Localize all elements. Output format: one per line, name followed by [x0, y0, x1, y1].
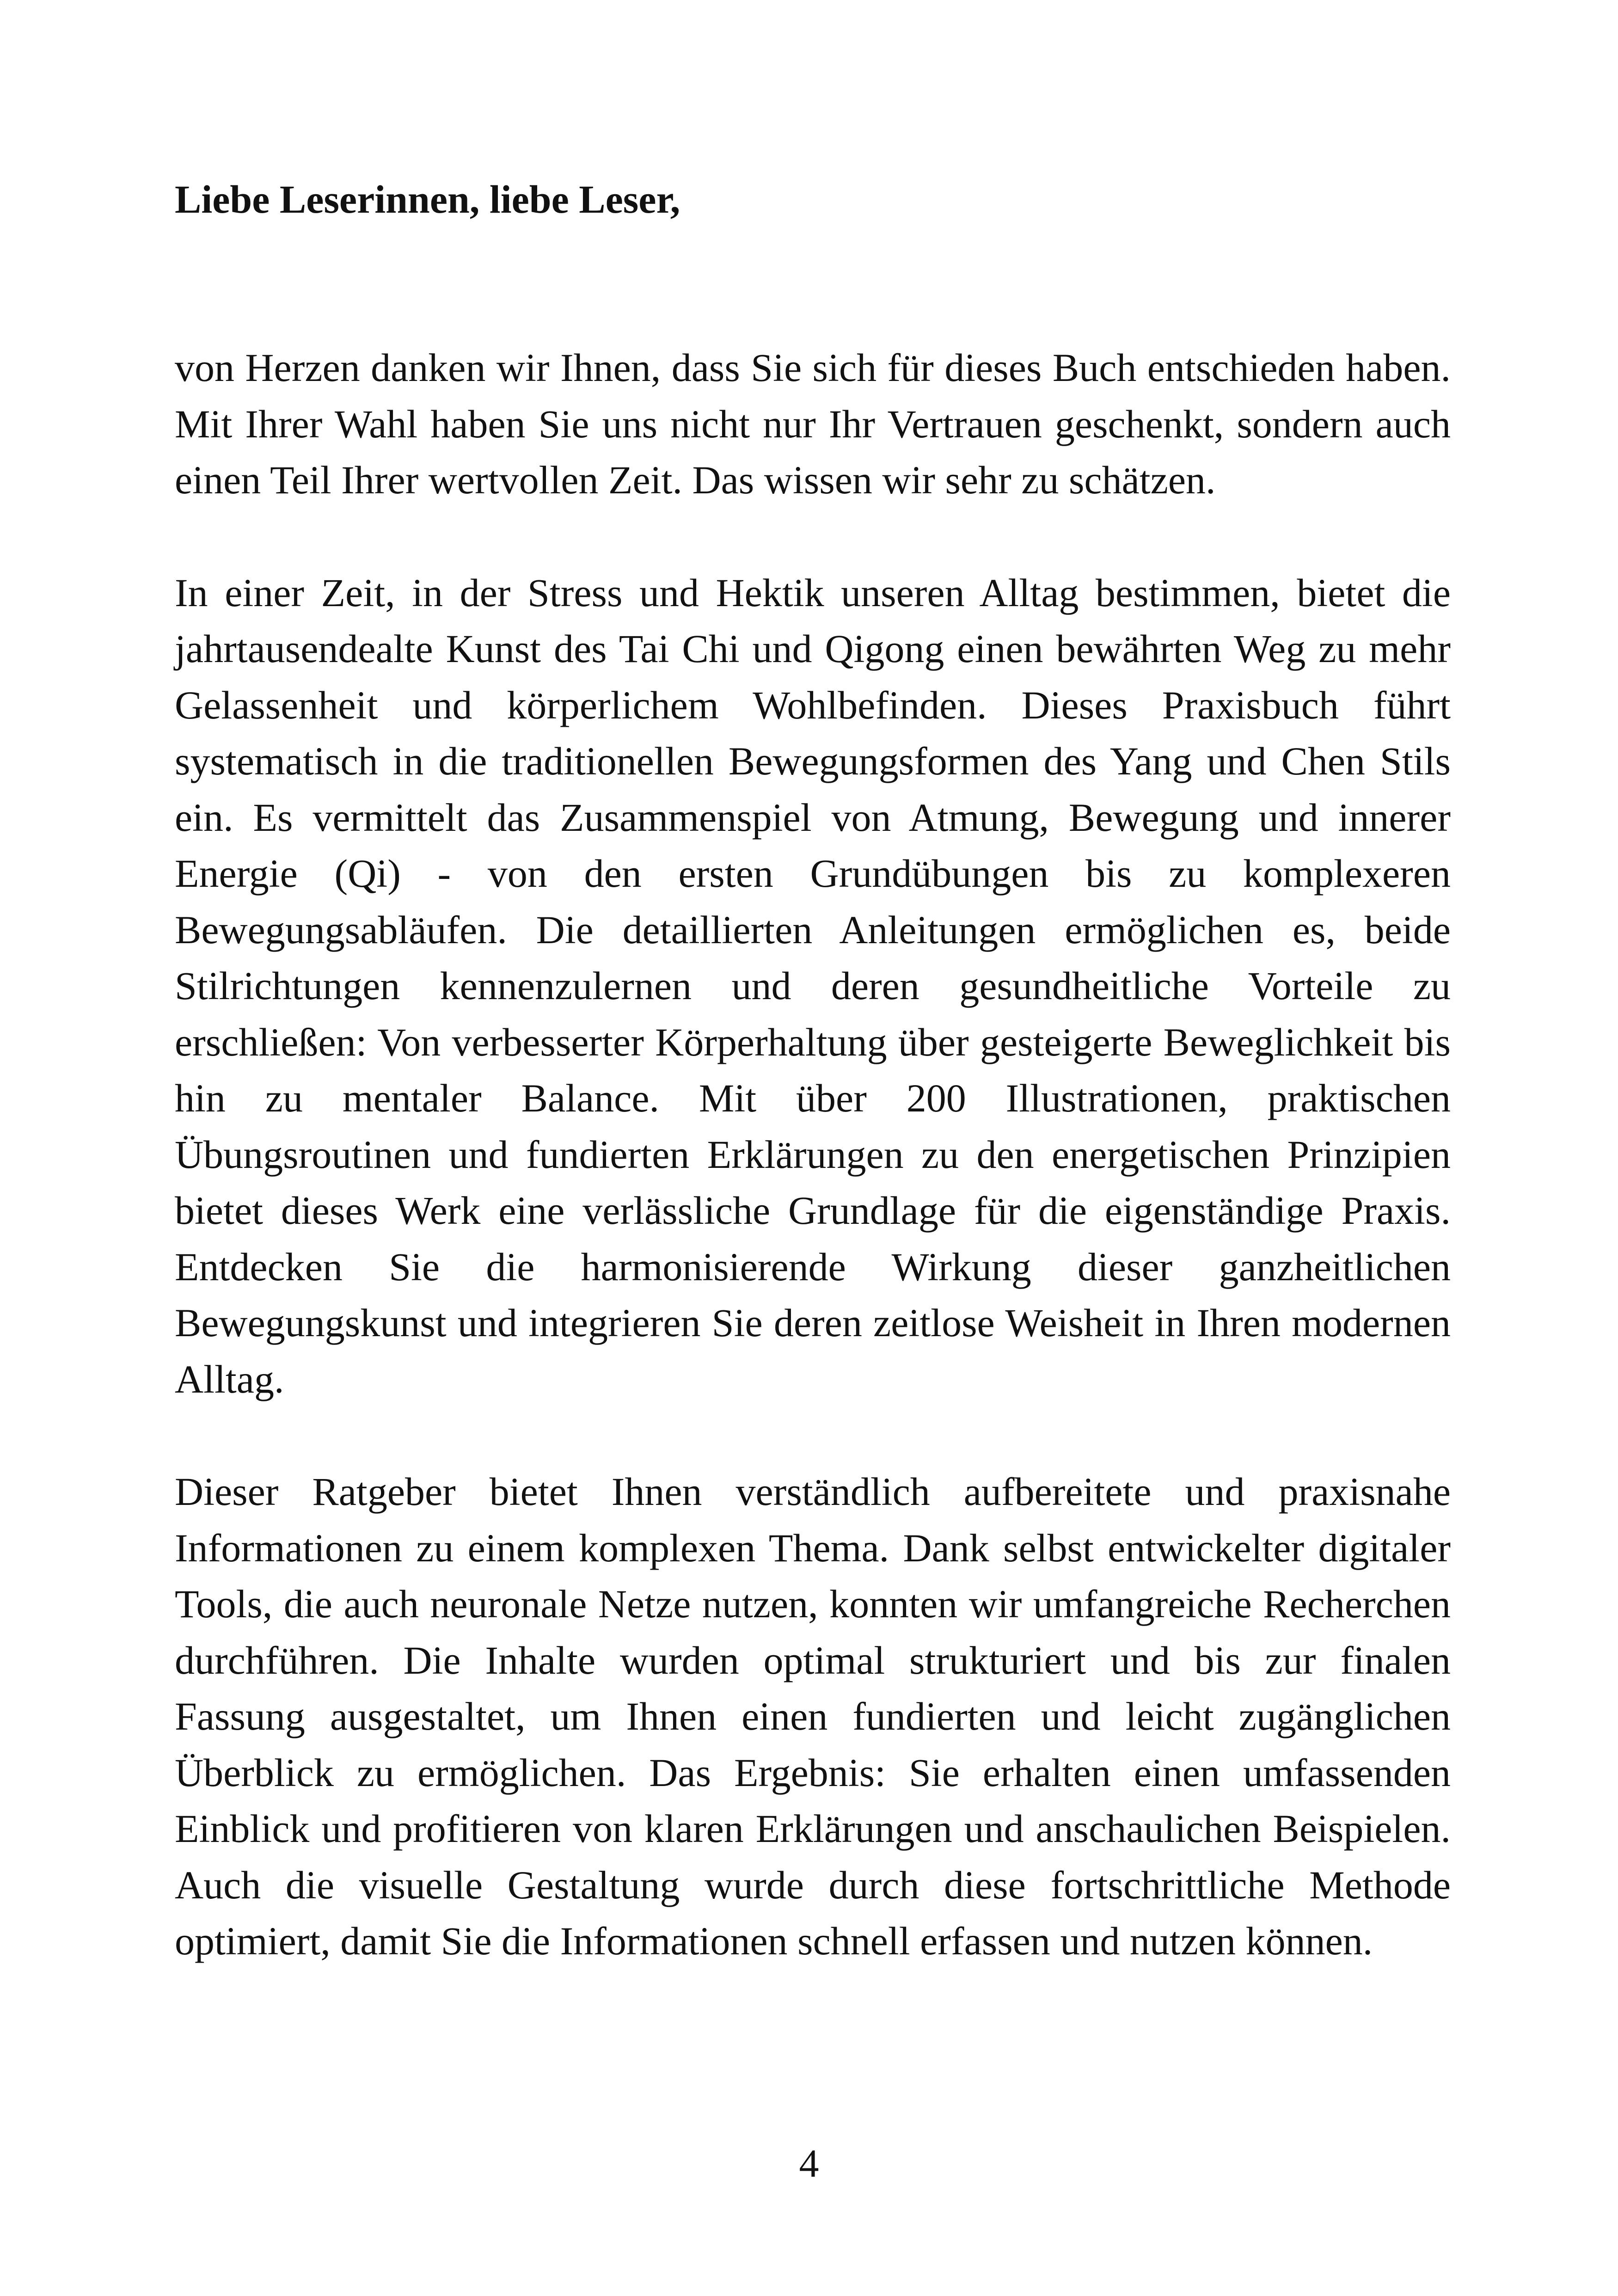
paragraph-book-description: In einer Zeit, in der Stress und Hektik unseren Alltag bestimmen, bietet die jahrtausendealte Kunst des Tai Chi und Qigong einen bewährten Weg zu mehr Gelassenheit und körperlichem Wohlbefinden. Dieses Praxisbuch führt systematisch in die traditionellen Bewegungsformen des Yang und Chen Stils ein. Es vermittelt das Zusammenspiel von Atmung, Bewegung und innerer Energie (Qi) - von den ersten Grundübungen bis zu komplexeren Bewegungsabläufen. Die detaillierten Anleitungen ermöglichen es, beide Stilrichtungen kennenzulernen und deren gesundheitliche Vorteile zu erschließen: Von verbesserter Körperhaltung über gesteigerte Beweglichkeit bis hin zu mentaler Balance. Mit über 200 Illustrationen, praktischen Übungsroutinen und fundierten Erklärungen zu den energetischen Prinzipien bietet dieses Werk eine verlässliche Grundlage für die eigenständige Praxis. Entdecken Sie die harmonisierende Wirkung dieser ganzheitlichen Bewegungskunst und integrieren Sie deren zeitlose Weisheit in Ihren modernen Alltag. — [175, 570, 1451, 1401]
paragraph-method-note: Dieser Ratgeber bietet Ihnen verständlich aufbereitete und praxisnahe Informationen zu einem komplexen Thema. Dank selbst entwickelter digitaler Tools, die auch neuronale Netze nutzen, konnten wir umfangreiche Recherchen durchführen. Die Inhalte wurden optimal strukturiert und bis zur finalen Fassung ausgestaltet, um Ihnen einen fundierten und leicht zugänglichen Überblick zu ermöglichen. Das Ergebnis: Sie erhalten einen umfassenden Einblick und profitieren von klaren Erklärungen und anschaulichen Beispielen. Auch die visuelle Gestaltung wurde durch diese fortschrittliche Methode optimiert, damit Sie die Informationen schnell erfassen und nutzen können. — [175, 1469, 1451, 1963]
salutation-heading: Liebe Leserinnen, liebe Leser, — [175, 177, 680, 221]
page-number: 4 — [799, 2141, 819, 2185]
paragraph-thanks: von Herzen danken wir Ihnen, dass Sie sich für dieses Buch entschieden haben. Mit Ihrer Wahl haben Sie uns nicht nur Ihr Vertrauen geschenkt, sondern auch einen Teil Ihrer wertvollen Zeit. Das wissen wir sehr zu schätzen. — [175, 345, 1451, 502]
body-text — [175, 340, 1451, 1970]
